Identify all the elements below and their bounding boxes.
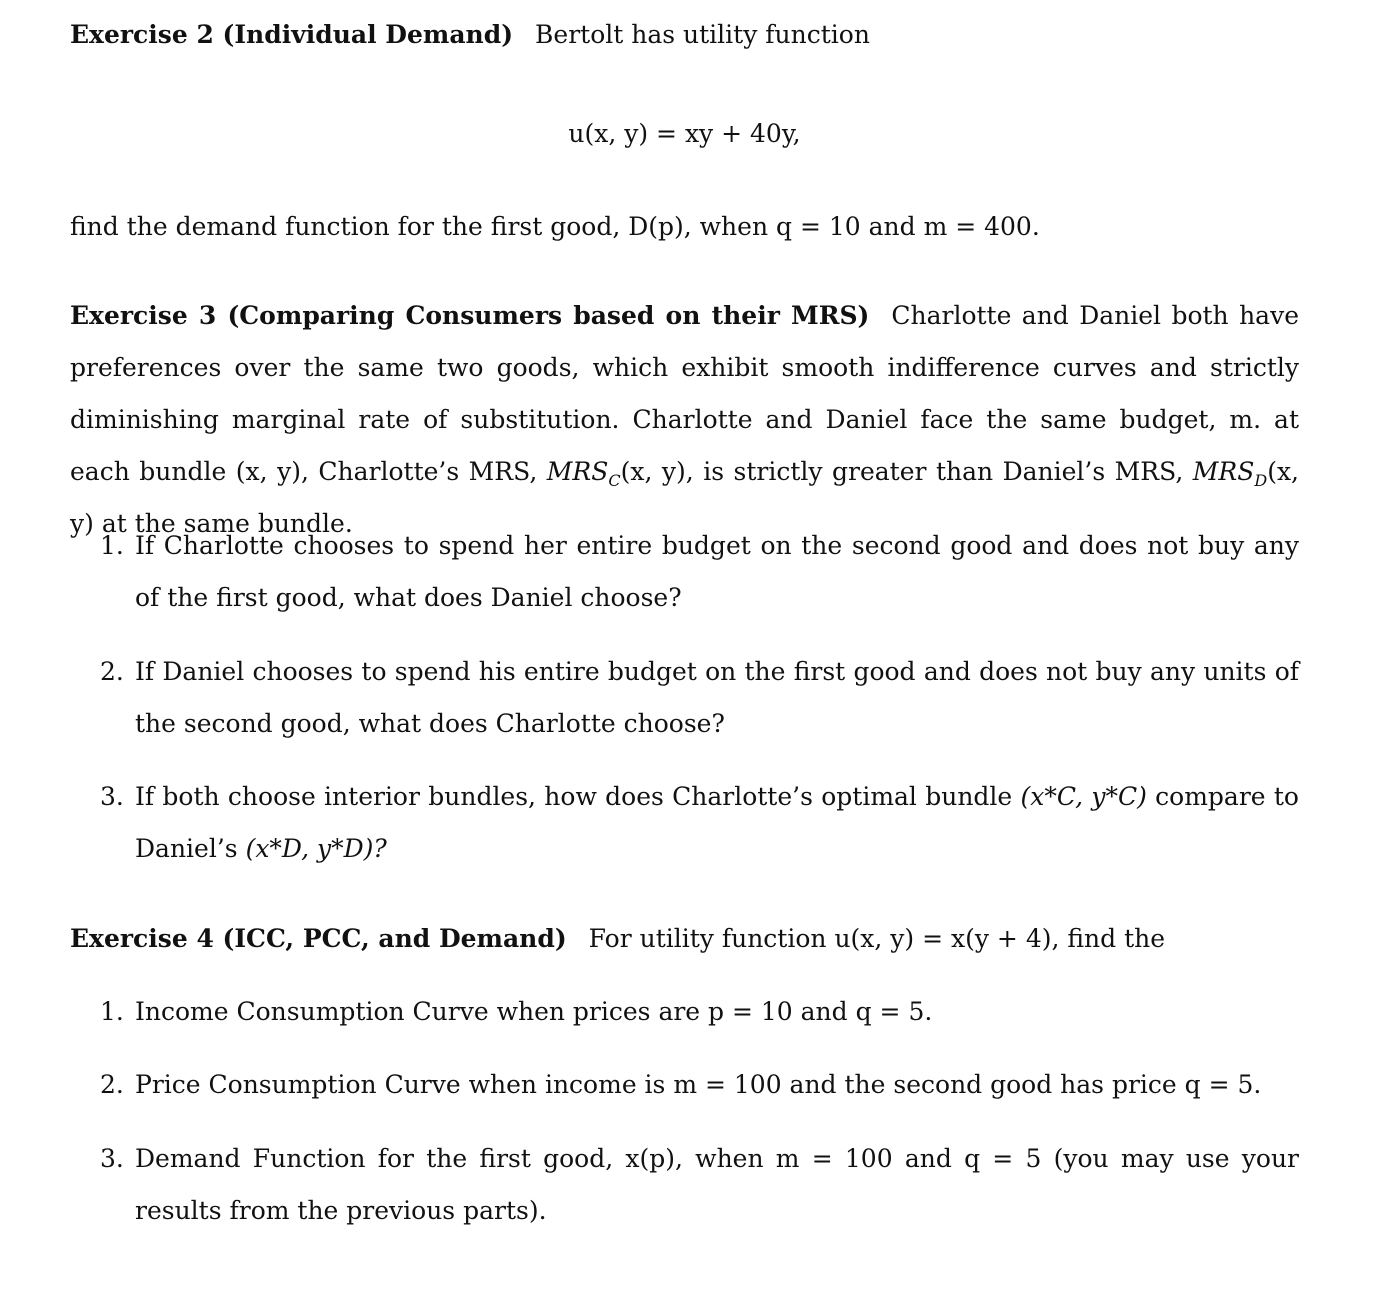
exercise-4-intro: For utility function u(x, y) = x(y + 4), find the — [588, 924, 1166, 953]
bundle-daniel: (x*D, y*D)? — [245, 834, 387, 863]
exercise-2-intro: Bertolt has utility function — [535, 20, 870, 49]
bundle-charlotte: (x*C, y*C) — [1020, 782, 1147, 811]
list-item: 1. If Charlotte chooses to spend her entire budget on the second good and does not buy any of the first good, what does Daniel choose? — [100, 531, 1299, 612]
exercise-2-utility-equation: u(x, y) = xy + 40y, — [568, 119, 801, 148]
list-item: 2. If Daniel chooses to spend his entire budget on the first good and does not buy any units of the second good, what does Charlotte choose? — [100, 657, 1299, 738]
list-item: 3. If both choose interior bundles, how does Charlotte’s optimal bundle (x*C, y*C) compare to Daniel’s (x*D, y*D)? — [100, 782, 1299, 863]
mrs-daniel: $MRS_D(x$, y) — [70, 457, 1299, 538]
mrs-charlotte: $MRS_C(x$, y) — [546, 457, 686, 490]
list-item: 3. Demand Function for the first good, x(p), when m = 100 and q = 5 (you may use your results from the previous parts). — [100, 1144, 1299, 1225]
exercise-4-title: Exercise 4 (ICC, PCC, and Demand) — [70, 924, 567, 953]
exercise-4-heading-line — [70, 913, 1299, 965]
exercise-3-paragraph — [70, 290, 1299, 550]
exercise-3-body-a: Charlotte and Daniel both have preferences over the same two goods, which exhibit smooth indifference curves and strictly diminishing marginal rate of substitution. Charlotte and Daniel face the same budget, m. at each bundle (x, y), Charlotte’s MRS, — [70, 301, 1299, 486]
exercise-2-heading-line — [70, 9, 1299, 61]
list-item: 2. Price Consumption Curve when income is m = 100 and the second good has price q = 5. — [100, 1070, 1262, 1099]
list-item: 1. Income Consumption Curve when prices are p = 10 and q = 5. — [100, 997, 933, 1026]
exercise-3-title: Exercise 3 (Comparing Consumers based on their MRS) — [70, 301, 870, 330]
exercise-3-body-b: , is strictly greater than Daniel’s MRS, — [685, 457, 1184, 486]
exercise-2-question: find the demand function for the first good, D(p), when q = 10 and m = 400. — [70, 212, 1040, 241]
exercise-2-title: Exercise 2 (Individual Demand) — [70, 20, 514, 49]
exercise-3-body-c: at the same bundle. — [101, 509, 353, 538]
